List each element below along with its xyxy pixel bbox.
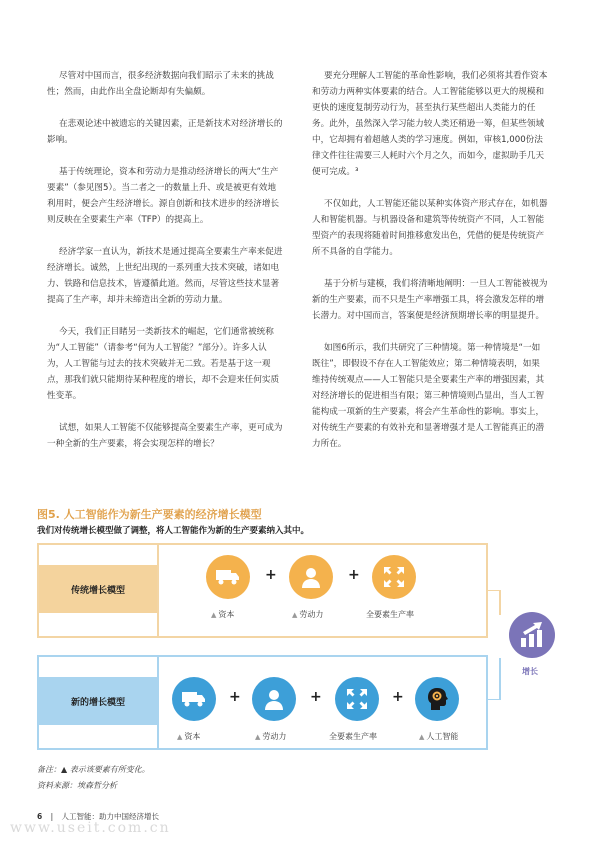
paragraph: 要充分理解人工智能的革命性影响，我们必须将其看作资本和劳动力两种实体要素的结合。人工智能能够以更大的规模和更快的速度复制劳动行为，甚至执行某些超出人类能力的任务。此外，虽然深入学习能力较人类还稍逊一筹，但某些领域中，它却拥有着超越人类的学习速度。例如，审核1,000份法律文件往往需要三人耗时六个月之久，而如今，虚拟助手几天便可完成。³ [312, 71, 548, 177]
arrows-expand-icon [335, 677, 379, 721]
paragraph: 基于传统理论，资本和劳动力是推动经济增长的两大“生产要素”（参见图5）。当二者之一的数量上升、或是被更有效地利用时，便会产生经济增长。源自创新和技术进步的经济增长则反映在全要素生产率（TFP）的提高上。 [47, 167, 280, 225]
truck-icon [206, 555, 250, 599]
divider [157, 545, 159, 636]
plus-sign: + [310, 689, 322, 705]
figure-subtitle: 我们对传统增长模型做了调整，将人工智能作为新的生产要素纳入其中。 [37, 526, 310, 536]
divider [157, 657, 159, 748]
paragraph: 基于分析与建模，我们将清晰地阐明：一旦人工智能被视为新的生产要素，而不只是生产率增强工具，将会激发怎样的增长潜力。对中国而言，答案便是经济预期增长率的明显提升。 [312, 279, 548, 321]
page-number: 6 [37, 812, 43, 821]
traditional-model-panel [37, 543, 488, 638]
ai-caption: ▲ 人工智能 [419, 732, 459, 741]
traditional-model-label: 传统增长模型 [39, 565, 157, 613]
growth-label: 增长 [522, 667, 538, 676]
paragraph: 在悲观论述中被遗忘的关键因素，正是新技术对经济增长的影响。 [47, 119, 283, 145]
ai-head-icon [415, 677, 459, 721]
plus-sign: + [229, 689, 241, 705]
growth-icon [509, 612, 555, 658]
labor-caption: ▲ 劳动力 [292, 610, 324, 619]
tfp-caption: 全要素生产率 [329, 732, 377, 741]
plus-sign: + [392, 689, 404, 705]
paragraph: 试想，如果人工智能不仅能够提高全要素生产率，更可成为一种全新的生产要素，将会实现怎样的增长？ [47, 423, 283, 449]
figure-title: 图5. 人工智能作为新生产要素的经济增长模型 [37, 508, 262, 521]
left-column [47, 68, 283, 468]
tfp-caption: 全要素生产率 [366, 610, 414, 619]
right-column [312, 68, 548, 468]
plus-sign: + [348, 567, 360, 583]
labor-caption: ▲ 劳动力 [255, 732, 287, 741]
figure-source: 资料来源：埃森哲分析 [37, 781, 117, 790]
watermark: www.useit.com.cn [10, 820, 171, 836]
paragraph: 尽管对中国而言，很多经济数据向我们昭示了未来的挑战性；然而，由此作出全盘论断却有失偏颇。 [47, 71, 274, 97]
capital-caption: ▲ 资本 [211, 610, 235, 619]
footer-separator: | [50, 812, 54, 821]
plus-sign: + [265, 567, 277, 583]
person-icon [252, 677, 296, 721]
paragraph: 如图6所示，我们共研究了三种情境。第一种情境是“一如既往”，即假设不存在人工智能效应；第二种情境表明，如果维持传统观点——人工智能只是全要素生产率的增强因素，其对经济增长的促进相当有限；第三种情境则凸显出，当人工智能构成一项新的生产要素，将会产生革命性的影响。事实上，对传统生产要素的有效补充和显著增强才是人工智能真正的潜力所在。 [312, 343, 545, 449]
paragraph: 不仅如此，人工智能还能以某种实体资产形式存在，如机器人和智能机器。与机器设备和建筑等传统资产不同，人工智能型资产的表现将随着时间推移愈发出色，凭借的便是传统资产所不具备的自学能力。 [312, 199, 548, 257]
truck-icon [172, 677, 216, 721]
paragraph: 经济学家一直认为，新技术是通过提高全要素生产率来促进经济增长。诚然，上世纪出现的一系列重大技术突破，诸如电力、铁路和信息技术，皆遵循此道。然而，尽管这些技术显著提高了生产率，却并未缔造出全新的劳动力量。 [47, 247, 283, 305]
figure-note: 备注：▲ 表示该要素有所变化。 [37, 765, 150, 774]
arrows-expand-icon [372, 555, 416, 599]
person-icon [289, 555, 333, 599]
new-model-panel [37, 655, 488, 750]
paragraph: 今天，我们正目睹另一类新技术的崛起，它们通常被统称为“人工智能”（请参考“何为人工智能？”部分）。许多人认为，人工智能与过去的技术突破并无二致。若是基于这一观点，那我们就只能期待某种程度的增长，却不会迎来任何实质性变革。 [47, 327, 280, 401]
footer-title: 人工智能：助力中国经济增长 [61, 812, 160, 821]
capital-caption: ▲ 资本 [177, 732, 201, 741]
new-model-label: 新的增长模型 [39, 677, 157, 725]
